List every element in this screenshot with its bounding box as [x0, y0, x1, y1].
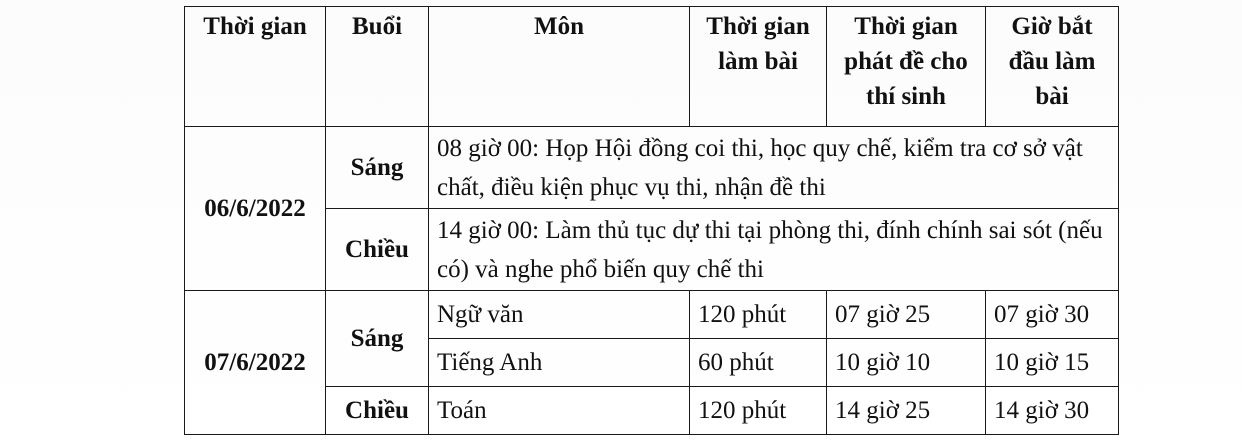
duration-cell: 120 phút	[690, 291, 827, 339]
header-start-time: Giờ bắt đầu làm bài	[986, 7, 1119, 127]
subject-cell: Tiếng Anh	[429, 339, 690, 387]
table-row	[185, 387, 1119, 435]
delivery-cell: 10 giờ 10	[827, 339, 986, 387]
date-cell: 06/6/2022	[185, 127, 326, 291]
subject-cell: Toán	[429, 387, 690, 435]
date-cell: 07/6/2022	[185, 291, 326, 435]
table-row	[185, 209, 1119, 291]
session-cell: Sáng	[326, 127, 429, 209]
duration-cell: 120 phút	[690, 387, 827, 435]
header-paper-delivery: Thời gian phát đề cho thí sinh	[827, 7, 986, 127]
table-row	[185, 291, 1119, 339]
start-cell: 14 giờ 30	[986, 387, 1119, 435]
table-row	[185, 127, 1119, 209]
start-cell: 10 giờ 15	[986, 339, 1119, 387]
session-cell: Chiều	[326, 209, 429, 291]
header-session: Buổi	[326, 7, 429, 127]
header-duration: Thời gian làm bài	[690, 7, 827, 127]
header-subject: Môn	[429, 7, 690, 127]
subject-cell: Ngữ văn	[429, 291, 690, 339]
plan-note: 08 giờ 00: Họp Hội đồng coi thi, học quy chế, kiểm tra cơ sở vật chất, điều kiện phục vụ thi, nhận đề thi	[429, 127, 1119, 209]
header-time: Thời gian	[185, 7, 326, 127]
session-cell: Sáng	[326, 291, 429, 387]
exam-schedule-table	[184, 6, 1119, 435]
start-cell: 07 giờ 30	[986, 291, 1119, 339]
delivery-cell: 07 giờ 25	[827, 291, 986, 339]
plan-note: 14 giờ 00: Làm thủ tục dự thi tại phòng thi, đính chính sai sót (nếu có) và nghe phổ biến quy chế thi	[429, 209, 1119, 291]
duration-cell: 60 phút	[690, 339, 827, 387]
header-row	[185, 7, 1119, 127]
delivery-cell: 14 giờ 25	[827, 387, 986, 435]
session-cell: Chiều	[326, 387, 429, 435]
